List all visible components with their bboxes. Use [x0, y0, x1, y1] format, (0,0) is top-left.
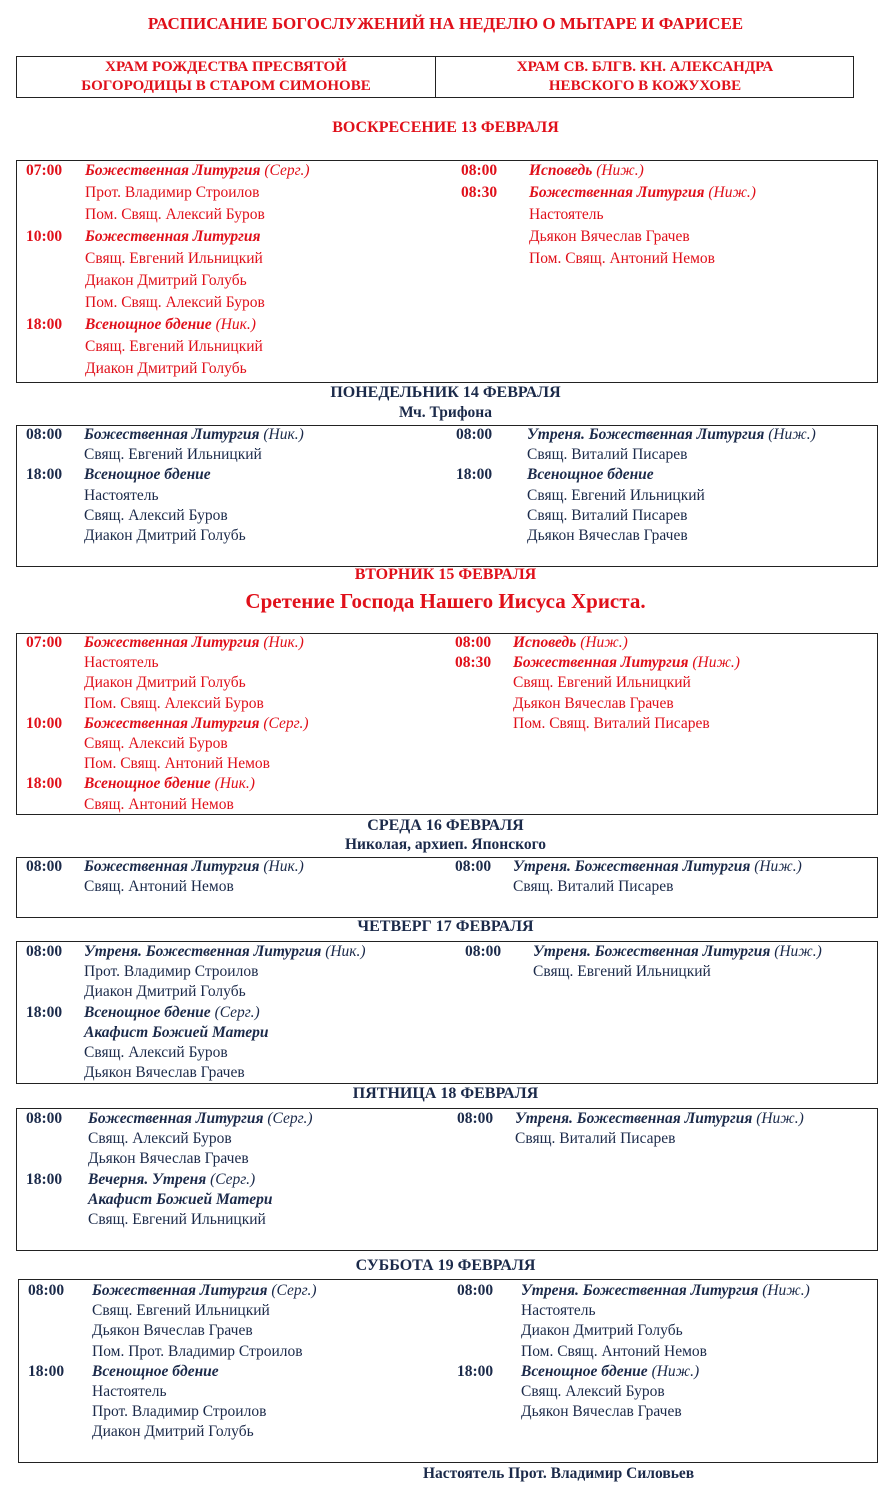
clergy-name: Дьякон Вячеслав Грачев: [527, 527, 688, 544]
service-name: Утреня. Божественная Литургия: [513, 858, 751, 875]
service-name: Исповедь: [529, 162, 593, 179]
clergy-name: Пом. Свящ. Алексий Буров: [85, 294, 265, 311]
service-name: Всенощное бдение: [84, 775, 211, 793]
service-location: (Ник.): [321, 943, 366, 960]
service-title: [84, 714, 309, 734]
service-time: 08:00: [26, 426, 63, 443]
service-title: [84, 942, 366, 962]
service-location: (Серг.): [263, 1110, 313, 1127]
day-heading: ВОСКРЕСЕНИЕ 13 ФЕВРАЛЯ: [332, 119, 559, 136]
service-title: [533, 942, 822, 962]
clergy-name: Пом. Свящ. Антоний Немов: [521, 1342, 707, 1360]
clergy-name: Свящ. Антоний Немов: [84, 878, 234, 896]
churches-header: [16, 56, 854, 98]
clergy-name: Свящ. Виталий Писарев: [527, 506, 688, 524]
day-heading: ПОНЕДЕЛЬНИК 14 ФЕВРАЛЯ: [330, 384, 561, 401]
clergy-name: Дьякон Вячеслав Грачев: [88, 1150, 249, 1168]
service-time: 08:30: [455, 654, 492, 672]
service-name: Вечерня. Утреня: [88, 1170, 207, 1188]
service-title: [529, 161, 644, 181]
service-name: Всенощное бдение: [521, 1362, 648, 1380]
service-location: (Ник.): [210, 775, 255, 793]
service-time: 08:30: [461, 184, 498, 201]
service-name: Утреня. Божественная Литургия: [521, 1282, 759, 1299]
page-title: РАСПИСАНИЕ БОГОСЛУЖЕНИЙ НА НЕДЕЛЮ О МЫТАРЕ И ФАРИСЕЕ: [147, 14, 744, 33]
service-extra: Акафист Божией Матери: [88, 1190, 273, 1208]
service-title: [513, 653, 740, 673]
clergy-name: Свящ. Виталий Писарев: [513, 878, 674, 896]
clergy-name: Пом. Прот. Владимир Строилов: [92, 1342, 303, 1360]
service-time: 07:00: [26, 162, 63, 179]
service-time: 08:00: [457, 1282, 494, 1299]
service-name: Божественная Литургия: [85, 162, 261, 179]
service-location: (Серг.): [210, 1003, 260, 1021]
footer-signature: Настоятель Прот. Владимир Силовьев: [423, 1465, 695, 1482]
clergy-name: Диакон Дмитрий Голубь: [84, 983, 246, 1001]
service-title: [527, 465, 654, 485]
service-time: 08:00: [461, 162, 498, 179]
service-title: [85, 227, 261, 247]
service-time: 10:00: [26, 714, 63, 732]
clergy-name: Свящ. Евгений Ильницкий: [84, 446, 262, 464]
clergy-name: Диакон Дмитрий Голубь: [92, 1423, 254, 1441]
service-title: [529, 183, 756, 203]
service-name: Всенощное бдение: [84, 1003, 211, 1021]
service-title: [84, 857, 304, 877]
clergy-name: Дьякон Вячеслав Грачев: [84, 1064, 245, 1082]
clergy-name: Настоятель: [92, 1383, 167, 1400]
service-title: [84, 774, 255, 794]
service-time: 18:00: [457, 1362, 494, 1380]
church-left-line1: ХРАМ РОЖДЕСТВА ПРЕСВЯТОЙ: [105, 59, 347, 75]
clergy-name: Свящ. Алексий Буров: [88, 1130, 232, 1148]
service-title: [85, 161, 310, 181]
service-location: (Ниж.): [704, 184, 756, 201]
service-location: (Ниж.): [750, 858, 802, 875]
service-title: [527, 425, 816, 445]
clergy-name: Пом. Свящ. Антоний Немов: [529, 250, 715, 267]
service-location: (Ниж.): [576, 634, 628, 651]
clergy-name: Свящ. Евгений Ильницкий: [533, 963, 711, 981]
service-name: Всенощное бдение: [92, 1362, 219, 1380]
clergy-name: Свящ. Антоний Немов: [84, 795, 234, 813]
service-name: Божественная Литургия: [84, 634, 260, 651]
service-title: [92, 1362, 219, 1382]
clergy-name: Свящ. Евгений Ильницкий: [85, 250, 263, 267]
day-heading: ЧЕТВЕРГ 17 ФЕВРАЛЯ: [357, 918, 534, 935]
service-name: Божественная Литургия: [85, 228, 261, 245]
clergy-name: Свящ. Алексий Буров: [84, 735, 228, 752]
service-location: (Серг.): [267, 1282, 317, 1299]
service-time: 08:00: [26, 858, 63, 875]
clergy-name: Свящ. Виталий Писарев: [527, 446, 688, 464]
clergy-name: Свящ. Евгений Ильницкий: [88, 1211, 266, 1228]
clergy-name: Пом. Свящ. Виталий Писарев: [513, 714, 710, 732]
service-location: (Серг.): [206, 1170, 256, 1188]
service-time: 18:00: [26, 316, 63, 333]
clergy-name: Свящ. Евгений Ильницкий: [92, 1302, 270, 1320]
service-name: Всенощное бдение: [84, 466, 211, 484]
service-name: Всенощное бдение: [85, 316, 212, 333]
clergy-name: Прот. Владимир Строилов: [84, 963, 259, 981]
service-title: [84, 633, 304, 653]
day-heading: ВТОРНИК 15 ФЕВРАЛЯ: [354, 566, 537, 583]
clergy-name: Пом. Свящ. Алексий Буров: [84, 694, 264, 712]
service-title: [513, 633, 628, 653]
clergy-name: Прот. Владимир Строилов: [85, 184, 260, 201]
service-time: 18:00: [26, 466, 63, 484]
clergy-name: Дьякон Вячеслав Грачев: [529, 228, 690, 245]
service-extra: Акафист Божией Матери: [84, 1023, 269, 1041]
clergy-name: Диакон Дмитрий Голубь: [85, 272, 247, 289]
service-location: (Серг.): [259, 714, 309, 732]
clergy-name: Настоятель: [84, 486, 159, 504]
service-time: 08:00: [26, 1110, 63, 1127]
clergy-name: Свящ. Алексий Буров: [84, 506, 228, 524]
service-name: Божественная Литургия: [529, 184, 705, 201]
day-heading: СУББОТА 19 ФЕВРАЛЯ: [355, 1257, 536, 1274]
clergy-name: Дьякон Вячеслав Грачев: [521, 1403, 682, 1421]
clergy-name: Настоятель: [84, 654, 159, 672]
service-name: Утреня. Божественная Литургия: [84, 943, 322, 960]
clergy-name: Дьякон Вячеслав Грачев: [92, 1322, 253, 1340]
day-heading: ПЯТНИЦА 18 ФЕВРАЛЯ: [352, 1085, 539, 1102]
clergy-name: Диакон Дмитрий Голубь: [521, 1322, 683, 1340]
clergy-name: Настоятель: [521, 1302, 596, 1320]
service-time: 08:00: [26, 943, 63, 960]
service-title: [84, 1003, 260, 1023]
day-heading: СРЕДА 16 ФЕВРАЛЯ: [367, 817, 524, 834]
service-title: [521, 1362, 699, 1382]
clergy-name: Свящ. Виталий Писарев: [515, 1130, 676, 1148]
clergy-name: Свящ. Алексий Буров: [521, 1383, 665, 1400]
clergy-name: Дьякон Вячеслав Грачев: [513, 694, 674, 712]
service-title: [88, 1170, 255, 1190]
clergy-name: Настоятель: [529, 206, 604, 223]
clergy-name: Свящ. Евгений Ильницкий: [85, 338, 263, 355]
service-location: (Ниж.): [647, 1362, 700, 1380]
service-name: Всенощное бдение: [527, 466, 654, 484]
service-name: Утреня. Божественная Литургия: [527, 426, 765, 443]
service-name: Исповедь: [513, 634, 577, 651]
service-time: 18:00: [26, 775, 63, 793]
service-time: 08:00: [455, 858, 492, 875]
service-time: 18:00: [26, 1170, 63, 1188]
service-location: (Ниж.): [758, 1282, 810, 1299]
day-feast: Николая, архиеп. Японского: [344, 836, 546, 853]
clergy-name: Свящ. Евгений Ильницкий: [527, 486, 705, 504]
service-title: [92, 1281, 317, 1301]
service-title: [515, 1109, 804, 1129]
service-location: (Ниж.): [752, 1110, 804, 1127]
service-location: (Ник.): [211, 316, 256, 333]
service-location: (Ниж.): [764, 426, 816, 443]
clergy-name: Диакон Дмитрий Голубь: [84, 674, 246, 692]
church-left-line2: БОГОРОДИЦЫ В СТАРОМ СИМОНОВЕ: [81, 78, 371, 94]
service-title: [521, 1281, 810, 1301]
service-time: 18:00: [456, 466, 493, 484]
service-name: Божественная Литургия: [84, 426, 260, 443]
service-time: 08:00: [455, 634, 492, 651]
service-title: [85, 315, 256, 335]
service-name: Божественная Литургия: [92, 1282, 268, 1299]
service-location: (Ник.): [259, 858, 304, 875]
service-time: 08:00: [456, 426, 493, 443]
service-title: [513, 857, 802, 877]
service-time: 18:00: [26, 1003, 63, 1021]
service-name: Утреня. Божественная Литургия: [515, 1110, 753, 1127]
service-name: Божественная Литургия: [84, 858, 260, 875]
service-location: (Ниж.): [770, 943, 822, 960]
day-feast: Сретение Господа Нашего Иисуса Христа.: [245, 589, 646, 613]
clergy-name: Диакон Дмитрий Голубь: [85, 360, 247, 377]
service-location: (Ниж.): [592, 162, 644, 179]
church-right-line2: НЕВСКОГО В КОЖУХОВЕ: [548, 78, 742, 94]
service-title: [84, 425, 304, 445]
clergy-name: Свящ. Алексий Буров: [84, 1044, 228, 1061]
service-location: (Ник.): [259, 634, 304, 651]
service-location: (Серг.): [260, 162, 310, 179]
service-name: Утреня. Божественная Литургия: [533, 943, 771, 960]
service-location: (Ник.): [259, 426, 304, 443]
clergy-name: Свящ. Евгений Ильницкий: [513, 674, 691, 692]
day-feast: Мч. Трифона: [399, 404, 492, 421]
clergy-name: Пом. Свящ. Алексий Буров: [85, 206, 265, 223]
service-time: 08:00: [465, 943, 502, 960]
church-right-line1: ХРАМ СВ. БЛГВ. КН. АЛЕКСАНДРА: [516, 59, 774, 75]
service-time: 08:00: [28, 1282, 65, 1299]
service-time: 07:00: [26, 634, 63, 651]
clergy-name: Пом. Свящ. Антоний Немов: [84, 755, 270, 773]
service-location: (Ниж.): [688, 654, 740, 672]
service-time: 18:00: [28, 1362, 65, 1380]
service-name: Божественная Литургия: [88, 1110, 264, 1127]
service-name: Божественная Литургия: [84, 714, 260, 732]
service-name: Божественная Литургия: [513, 654, 689, 672]
service-time: 10:00: [26, 228, 63, 245]
service-title: [84, 465, 211, 485]
clergy-name: Диакон Дмитрий Голубь: [84, 527, 246, 544]
clergy-name: Прот. Владимир Строилов: [92, 1403, 267, 1421]
service-time: 08:00: [457, 1110, 494, 1127]
service-title: [88, 1109, 313, 1129]
